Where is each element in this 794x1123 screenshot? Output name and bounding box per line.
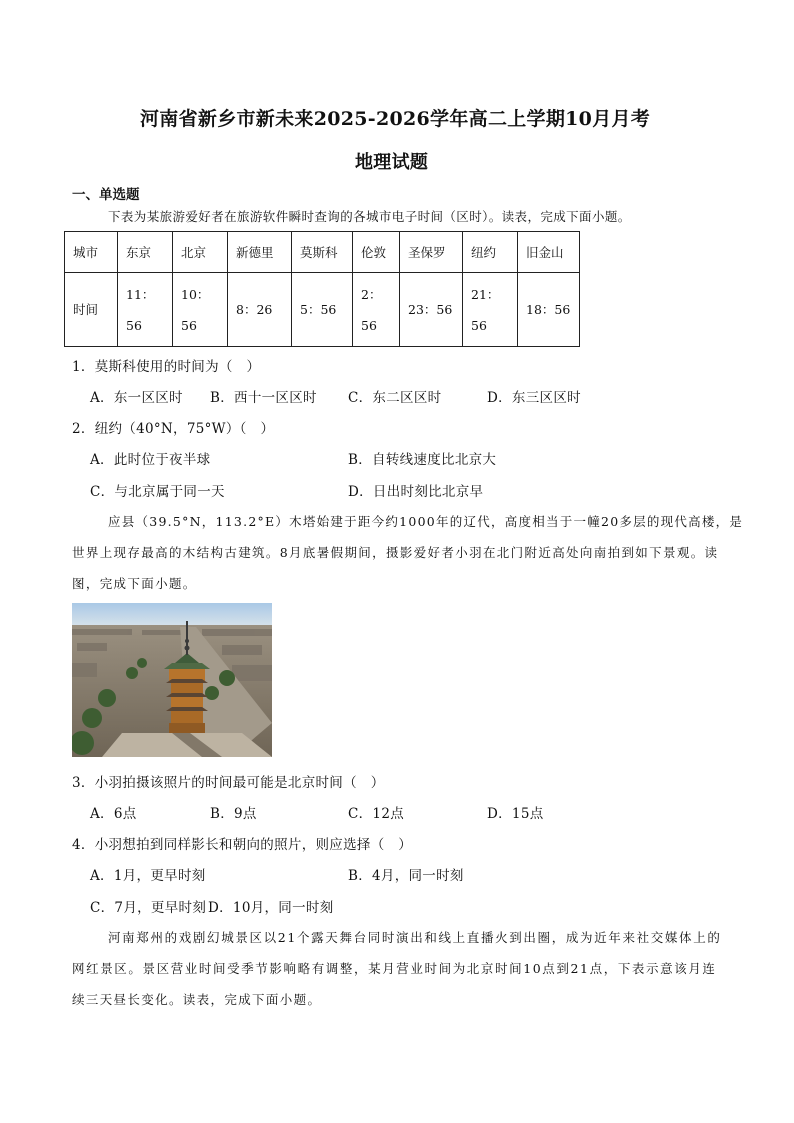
question-3-option-a[interactable]: A．6点 bbox=[90, 806, 137, 822]
question-2-option-d[interactable]: D．日出时刻比北京早 bbox=[348, 484, 484, 500]
table-cell: 10： 56 bbox=[173, 273, 228, 347]
question-4-stem: 4．小羽想拍到同样影长和朝向的照片，则应选择（ ） bbox=[72, 837, 413, 853]
table-row bbox=[65, 232, 580, 273]
table-cell: 21： 56 bbox=[463, 273, 518, 347]
time-zone-table bbox=[64, 231, 580, 347]
passage-2-line-3: 图，完成下面小题。 bbox=[72, 576, 197, 591]
question-2-stem: 2．纽约（40°N，75°W）（ ） bbox=[72, 421, 275, 437]
question-1-option-a[interactable]: A．东一区区时 bbox=[90, 390, 183, 406]
table-cell: 5：56 bbox=[292, 273, 353, 347]
question-2-option-c[interactable]: C．与北京属于同一天 bbox=[90, 484, 225, 500]
passage-2-line-1: 应县（39.5°N，113.2°E）木塔始建于距今约1000年的辽代，高度相当于一幢20多层的现代高楼，是 bbox=[108, 514, 744, 529]
passage-2-line-2: 世界上现存最高的木结构古建筑。8月底暑假期间，摄影爱好者小羽在北门附近高处向南拍到如下景观。读 bbox=[72, 545, 719, 560]
intro-text: 下表为某旅游爱好者在旅游软件瞬时查询的各城市电子时间（区时）。读表，完成下面小题。 bbox=[108, 209, 631, 224]
question-1-option-d[interactable]: D．东三区区时 bbox=[487, 390, 581, 406]
table-header-cell: 北京 bbox=[173, 232, 228, 273]
passage-3-line-3: 续三天昼长变化。读表，完成下面小题。 bbox=[72, 992, 322, 1007]
section-heading: 一、单选题 bbox=[72, 187, 140, 203]
question-4-option-d[interactable]: D．10月，同一时刻 bbox=[208, 900, 334, 916]
question-2-option-b[interactable]: B．自转线速度比北京大 bbox=[348, 452, 497, 468]
question-4-option-b[interactable]: B．4月，同一时刻 bbox=[348, 868, 464, 884]
passage-3-line-1: 河南郑州的戏剧幻城景区以21个露天舞台同时演出和线上直播火到出圈，成为近年来社交媒体上的 bbox=[108, 930, 722, 945]
table-cell: 18：56 bbox=[518, 273, 580, 347]
table-header-cell: 旧金山 bbox=[518, 232, 580, 273]
question-3-option-c[interactable]: C．12点 bbox=[348, 806, 405, 822]
passage-3-line-2: 网红景区。景区营业时间受季节影响略有调整，某月营业时间为北京时间10点到21点，下表示意该月连 bbox=[72, 961, 717, 976]
page-title: 河南省新乡市新未来2025-2026学年高二上学期10月月考 bbox=[140, 108, 651, 130]
table-header-cell: 纽约 bbox=[463, 232, 518, 273]
question-4-option-c[interactable]: C．7月，更早时刻 bbox=[90, 900, 207, 916]
question-3-option-d[interactable]: D．15点 bbox=[487, 806, 544, 822]
question-1-option-c[interactable]: C．东二区区时 bbox=[348, 390, 442, 406]
question-1-option-b[interactable]: B．西十一区区时 bbox=[210, 390, 317, 406]
question-2-option-a[interactable]: A．此时位于夜半球 bbox=[90, 452, 211, 468]
table-header-cell: 莫斯科 bbox=[292, 232, 353, 273]
page-subtitle: 地理试题 bbox=[355, 152, 429, 173]
table-cell: 2： 56 bbox=[353, 273, 400, 347]
table-header-cell: 伦敦 bbox=[353, 232, 400, 273]
wooden-pagoda-photo bbox=[72, 603, 272, 757]
question-1-stem: 1．莫斯科使用的时间为（ ） bbox=[72, 359, 261, 375]
table-header-cell: 圣保罗 bbox=[400, 232, 463, 273]
question-3-option-b[interactable]: B．9点 bbox=[210, 806, 257, 822]
table-header-cell: 城市 bbox=[65, 232, 118, 273]
table-row-label: 时间 bbox=[65, 273, 118, 347]
table-header-cell: 新德里 bbox=[228, 232, 292, 273]
table-cell: 23：56 bbox=[400, 273, 463, 347]
question-3-stem: 3．小羽拍摄该照片的时间最可能是北京时间（ ） bbox=[72, 775, 385, 791]
table-header-cell: 东京 bbox=[118, 232, 173, 273]
table-cell: 11： 56 bbox=[118, 273, 173, 347]
table-cell: 8：26 bbox=[228, 273, 292, 347]
question-4-option-a[interactable]: A．1月，更早时刻 bbox=[90, 868, 206, 884]
table-row bbox=[65, 273, 580, 347]
